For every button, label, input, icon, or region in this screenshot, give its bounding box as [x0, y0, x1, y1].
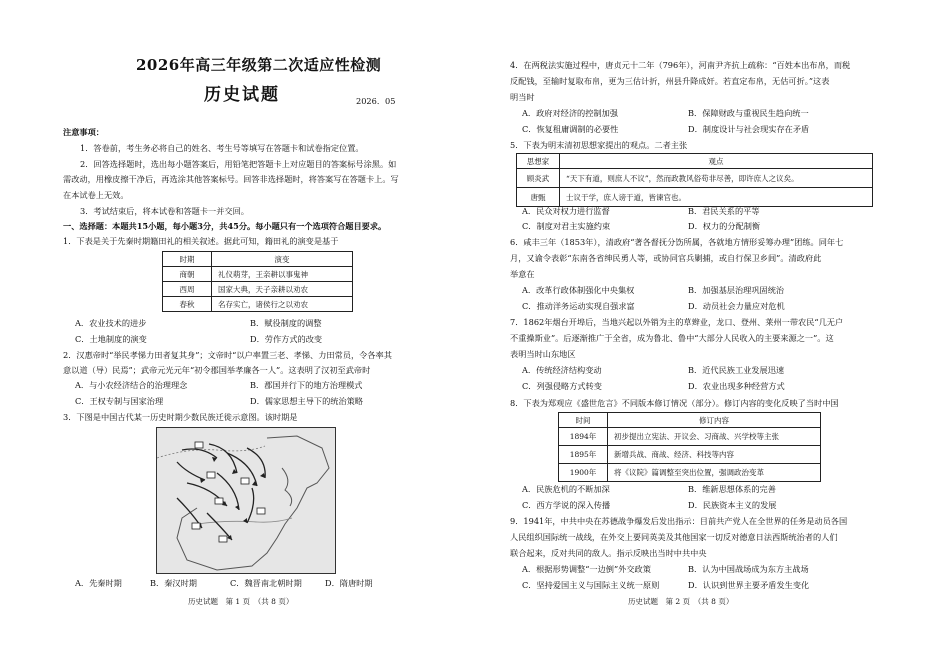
exam-title: 2026年高三年级第二次适应性检测 [136, 56, 382, 74]
exam-date: 2026．05 [356, 96, 396, 106]
option-a: A．先秦时期 [75, 578, 122, 588]
question-7-line: 不重操斯业”。后逐渐推广于全省，成为鲁北、鲁中“大部分人民收入的主要来源之一”。这 [510, 333, 834, 343]
option-a: A．民众对权力进行监督 [522, 206, 610, 216]
question-8-table [558, 412, 821, 482]
option-a: A．政府对经济的控制加强 [522, 108, 618, 118]
table-cell: 将《议院》篇调整至突出位置，强调政治变革 [608, 464, 821, 482]
option-b: B．秦汉时期 [150, 578, 197, 588]
question-4-line: 反配钱，至输时复取布帛，更为三估计折，州县升降成奸。若直定布帛，无估可折。”这表 [510, 76, 830, 86]
table-cell: 顾炎武 [517, 169, 560, 188]
question-1-table [162, 251, 353, 312]
option-b: B．认为中国战场成为东方主战场 [688, 564, 809, 574]
question-3-stem: 3．下图是中国古代某一历史时期少数民族迁徙示意图。该时期是 [63, 412, 298, 422]
table-cell: 1894年 [559, 428, 608, 446]
option-b: B．君民关系的平等 [688, 206, 760, 216]
table-header: 思想家 [517, 154, 560, 169]
table-header: 观点 [560, 154, 873, 169]
option-d: D．动员社会力量应对危机 [688, 301, 785, 311]
option-c: C．坚持爱国主义与国际主义统一原则 [522, 580, 660, 590]
table-cell: 新增兵战、商战、经济、科技等内容 [608, 446, 821, 464]
option-a: A．根据形势调整“一边倒”外交政策 [522, 564, 651, 574]
option-c: C．制度对君主实施约束 [522, 221, 611, 231]
option-d: D．儒家思想主导下的统治策略 [250, 396, 364, 406]
question-7-line: 7．1862年烟台开埠后，当地兴起以外销为主的草辫业，龙口、登州、莱州一带农民“几无户 [510, 317, 844, 327]
table-cell: “天下有道，则庶人不议”，然而政教风俗苟非尽善，即许庶人之议矣。 [560, 169, 873, 188]
page-footer: 历史试题 第 2 页 （共 8 页） [628, 597, 734, 606]
option-b: B．维新思想体系的完善 [688, 484, 776, 494]
option-d: D．民族资本主义的发展 [688, 500, 777, 510]
option-b: B．保障财政与重视民生趋向统一 [688, 108, 809, 118]
question-2-line: 意以道（导）民焉”；武帝元光元年“初令郡国举孝廉各一人”。这表明了汉初至武帝时 [63, 365, 371, 375]
table-header: 演变 [212, 252, 353, 267]
option-d: D．农业出现多种经营方式 [688, 381, 785, 391]
option-b: B．郡国并行下的地方治理模式 [250, 380, 363, 390]
option-a: A．农业技术的进步 [75, 318, 147, 328]
question-5-stem: 5．下表为明末清初思想家提出的观点。二者主张 [510, 140, 688, 150]
question-4-line: 明当时 [510, 92, 535, 102]
table-cell: 礼仪萌芽，王亲耕以事鬼神 [212, 267, 353, 282]
notice-line: 2．回答选择题时，选出每小题答案后，用铅笔把答题卡上对应题目的答案标号涂黑。如 [80, 159, 397, 169]
option-c: C．恢复租庸调制的必要性 [522, 124, 619, 134]
table-cell: 商朝 [163, 267, 212, 282]
question-7-line: 表明当时山东地区 [510, 349, 576, 359]
question-1-stem: 1．下表是关于先秦时期籍田礼的相关叙述。据此可知，籍田礼的演变是基于 [63, 236, 339, 246]
option-b: B．加强基层治理巩固统治 [688, 285, 785, 295]
option-c: C．西方学说的深入传播 [522, 500, 611, 510]
option-c: C．推动洋务运动实现自强求富 [522, 301, 635, 311]
table-header: 修订内容 [608, 413, 821, 428]
option-a: A．民族危机的不断加深 [522, 484, 610, 494]
table-cell: 名存实亡，诸侯行之以劝农 [212, 297, 353, 312]
option-a: A．传统经济结构变动 [522, 365, 602, 375]
notice-line: 需改动，用橡皮擦干净后，再选涂其他答案标号。回答非选择题时，将答案写在答题卡上。写 [63, 174, 399, 184]
notice-line: 在本试卷上无效。 [63, 190, 129, 200]
option-d: D．认识到世界主要矛盾发生变化 [688, 580, 810, 590]
table-cell: 1900年 [559, 464, 608, 482]
question-6-line: 6．咸丰三年（1853年），清政府“著各督抚分饬所属，各就地方情形妥筹办理”团练。同年七 [510, 237, 844, 247]
notice-line: 3．考试结束后，将本试卷和答题卡一并交回。 [80, 206, 249, 216]
section-heading: 一、选择题：本题共15小题，每小题3分，共45分。每小题只有一个选项符合题目要求。 [63, 221, 387, 231]
question-6-line: 月，又谕令表彰“东南各省绅民勇人等，或协同官兵剿捕，或自行保卫乡闾”。清政府此 [510, 253, 822, 263]
table-cell: 唐甄 [517, 188, 560, 207]
option-a: A．与小农经济结合的治理理念 [75, 380, 188, 390]
migration-map [156, 427, 336, 574]
table-header: 时间 [559, 413, 608, 428]
option-d: D．权力的分配制衡 [688, 221, 761, 231]
table-cell: 士议于学，庶人谤于道，皆谏官也。 [560, 188, 873, 207]
table-header: 时期 [163, 252, 212, 267]
notice-line: 1．答卷前，考生务必将自己的姓名、考生号等填写在答题卡和试卷指定位置。 [80, 143, 364, 153]
question-9-line: 联合起来，反对共同的敌人。指示反映出当时中共中央 [510, 548, 707, 558]
page-footer: 历史试题 第 1 页 （共 8 页） [188, 597, 294, 606]
option-b: B．近代民族工业发展迅速 [688, 365, 785, 375]
table-cell: 西周 [163, 282, 212, 297]
migration-map-figure [157, 428, 335, 573]
table-cell: 1895年 [559, 446, 608, 464]
question-9-line: 9．1941年，中共中央在苏德战争爆发后发出指示：目前共产党人在全世界的任务是动员各国 [510, 516, 848, 526]
option-c: C．土地制度的演变 [75, 334, 147, 344]
option-d: D．制度设计与社会现实存在矛盾 [688, 124, 810, 134]
exam-subject: 历史试题 [204, 85, 280, 105]
table-cell: 国家大典，天子亲耕以劝农 [212, 282, 353, 297]
question-8-stem: 8．下表为郑观应《盛世危言》不同版本修订情况（部分）。修订内容的变化反映了当时中国 [510, 398, 839, 408]
option-d: D．隋唐时期 [325, 578, 373, 588]
question-6-line: 举意在 [510, 269, 535, 279]
notice-heading: 注意事项： [63, 127, 104, 137]
exam-page-2 [478, 0, 950, 672]
option-a: A．改革行政体制强化中央集权 [522, 285, 635, 295]
question-9-line: 人民组织国际统一战线，在外交上要同英美及其他国家一切反对德意日法西斯统治者的人们 [510, 532, 838, 542]
option-d: D．劳作方式的改变 [250, 334, 323, 344]
question-4-line: 4．在两税法实施过程中，唐贞元十二年（796年），河南尹齐抗上疏称：“百姓本出布帛，而税 [510, 60, 851, 70]
option-c: C．魏晋南北朝时期 [230, 578, 302, 588]
question-2-line: 2．汉惠帝时“举民孝悌力田者复其身”；文帝时“以户率置三老、孝悌、力田常员，令各率其 [63, 350, 392, 360]
table-cell: 春秋 [163, 297, 212, 312]
option-c: C．列强侵略方式转变 [522, 381, 602, 391]
table-cell: 初步提出立宪法、开议会、习商战、兴学校等主张 [608, 428, 821, 446]
option-c: C．王权专制与国家治理 [75, 396, 164, 406]
option-b: B．赋役制度的调整 [250, 318, 322, 328]
question-5-table [516, 153, 873, 207]
